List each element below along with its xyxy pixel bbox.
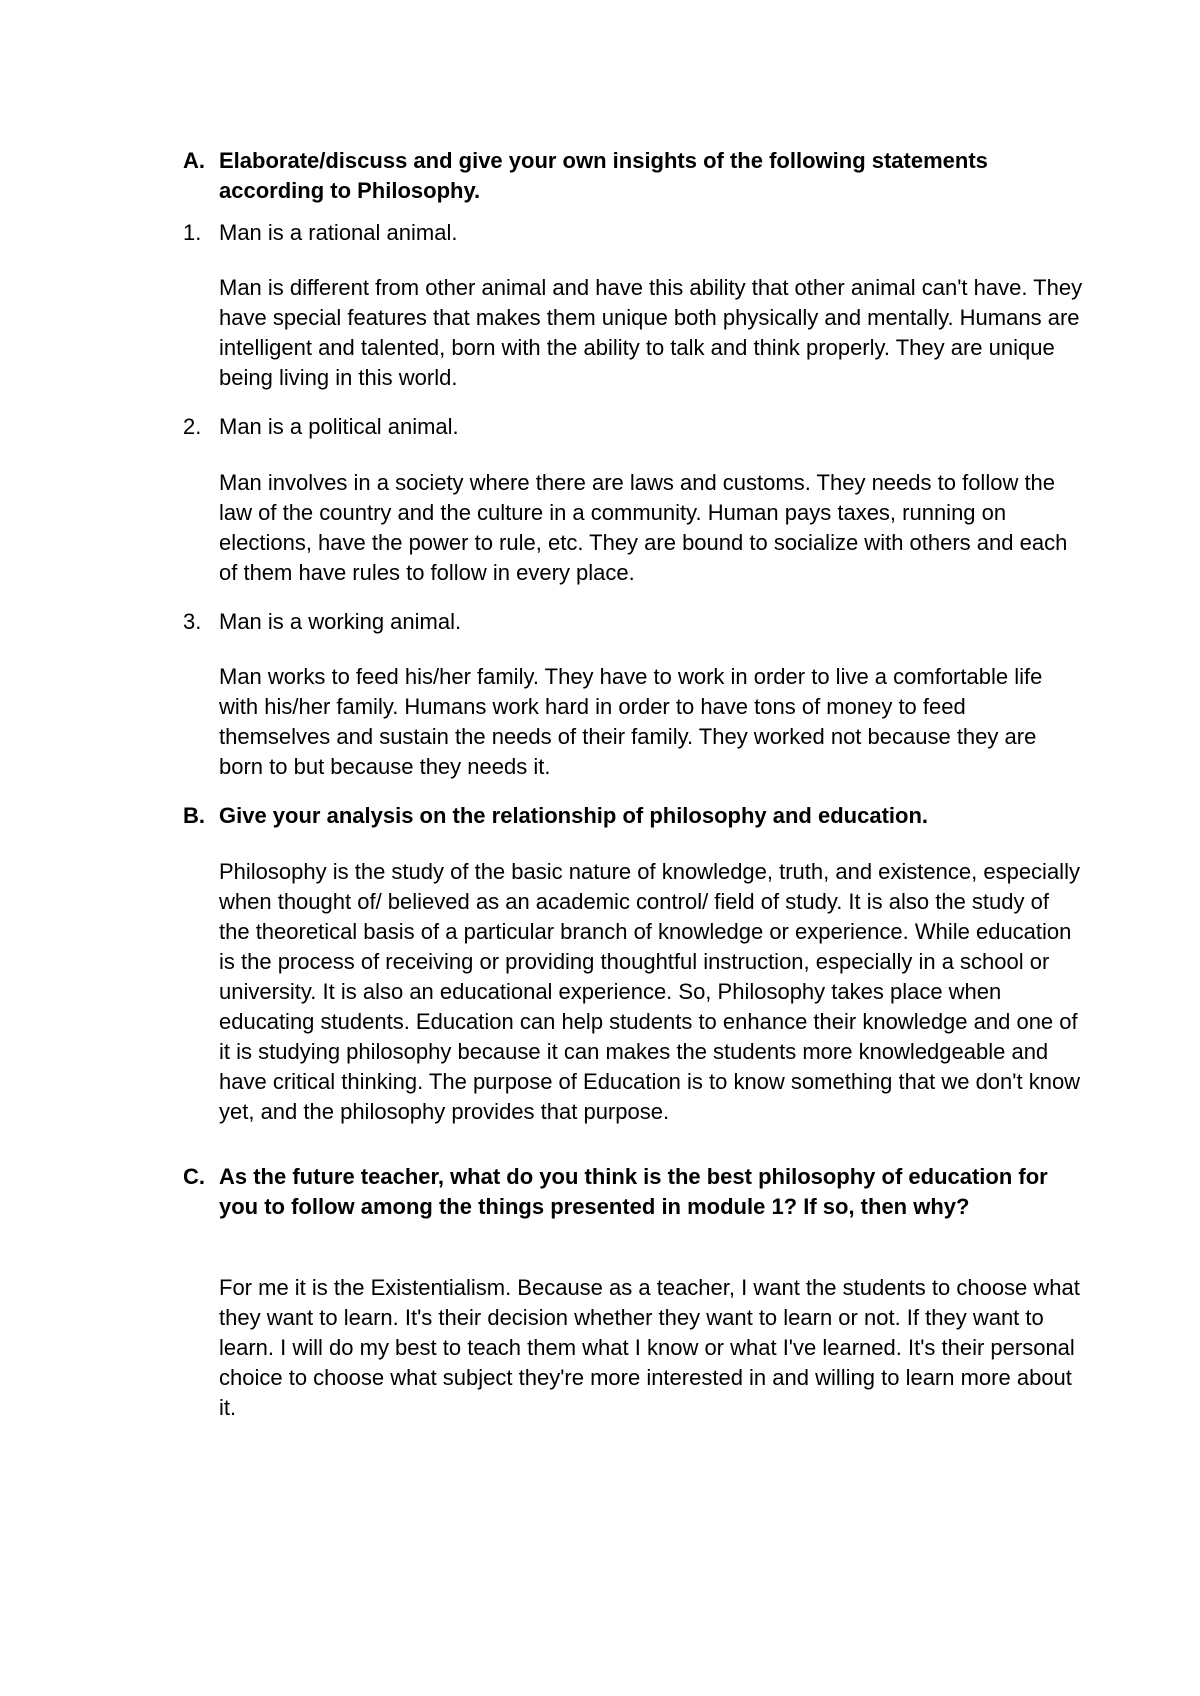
item-3 [183, 607, 1083, 637]
item-1 [183, 218, 1083, 248]
section-a-heading [183, 146, 1083, 206]
item-2-statement: Man is a political animal. [219, 414, 459, 439]
section-c-heading-text: As the future teacher, what do you think is the best philosophy of education for you to follow among the things presented in module 1? If so, then why? [219, 1164, 1048, 1219]
section-b-heading-text: Give your analysis on the relationship of philosophy and education. [219, 803, 928, 828]
section-b-answer: Philosophy is the study of the basic nature of knowledge, truth, and existence, especially when thought of/ believed as an academic control/ field of study. It is also the study of the theoretical basis of a particular branch of knowledge or experience. While education is the process of receiving or providing thoughtful instruction, especially in a school or university. It is also an educational experience. So, Philosophy takes place when educating students. Education can help students to enhance their knowledge and one of it is studying philosophy because it can makes the students more knowledgeable and have critical thinking. The purpose of Education is to know something that we don't know yet, and the philosophy provides that purpose. [219, 859, 1081, 1124]
section-a-marker: A. [183, 148, 205, 173]
section-b-marker: B. [183, 803, 205, 828]
item-3-answer: Man works to feed his/her family. They have to work in order to live a comfortable life with his/her family. Humans work hard in order to have tons of money to feed themselves and sustain the needs of their family. They worked not because they are born to but because they needs it. [219, 664, 1043, 779]
item-1-statement: Man is a rational animal. [219, 220, 458, 245]
section-a-heading-text: Elaborate/discuss and give your own insights of the following statements according to Philosophy. [219, 148, 988, 203]
section-b-heading [183, 801, 1083, 831]
item-2-number: 2. [183, 414, 202, 439]
item-3-number: 3. [183, 609, 202, 634]
section-c-heading [183, 1162, 1083, 1222]
item-3-statement: Man is a working animal. [219, 609, 462, 634]
item-2 [183, 412, 1083, 442]
item-1-answer: Man is different from other animal and have this ability that other animal can't have. They have special features that makes them unique both physically and mentally. Humans are intelligent and talented, born with the ability to talk and think properly. They are unique being living in this world. [219, 275, 1083, 390]
item-2-answer: Man involves in a society where there are laws and customs. They needs to follow the law of the country and the culture in a community. Human pays taxes, running on elections, have the power to rule, etc. They are bound to socialize with others and each of them have rules to follow in every place. [219, 470, 1068, 585]
section-c-answer: For me it is the Existentialism. Because as a teacher, I want the students to choose what they want to learn. It's their decision whether they want to learn or not. If they want to learn. I will do my best to teach them what I know or what I've learned. It's their personal choice to choose what subject they're more interested in and willing to learn more about it. [219, 1275, 1080, 1420]
item-1-number: 1. [183, 220, 202, 245]
section-c-marker: C. [183, 1164, 205, 1189]
